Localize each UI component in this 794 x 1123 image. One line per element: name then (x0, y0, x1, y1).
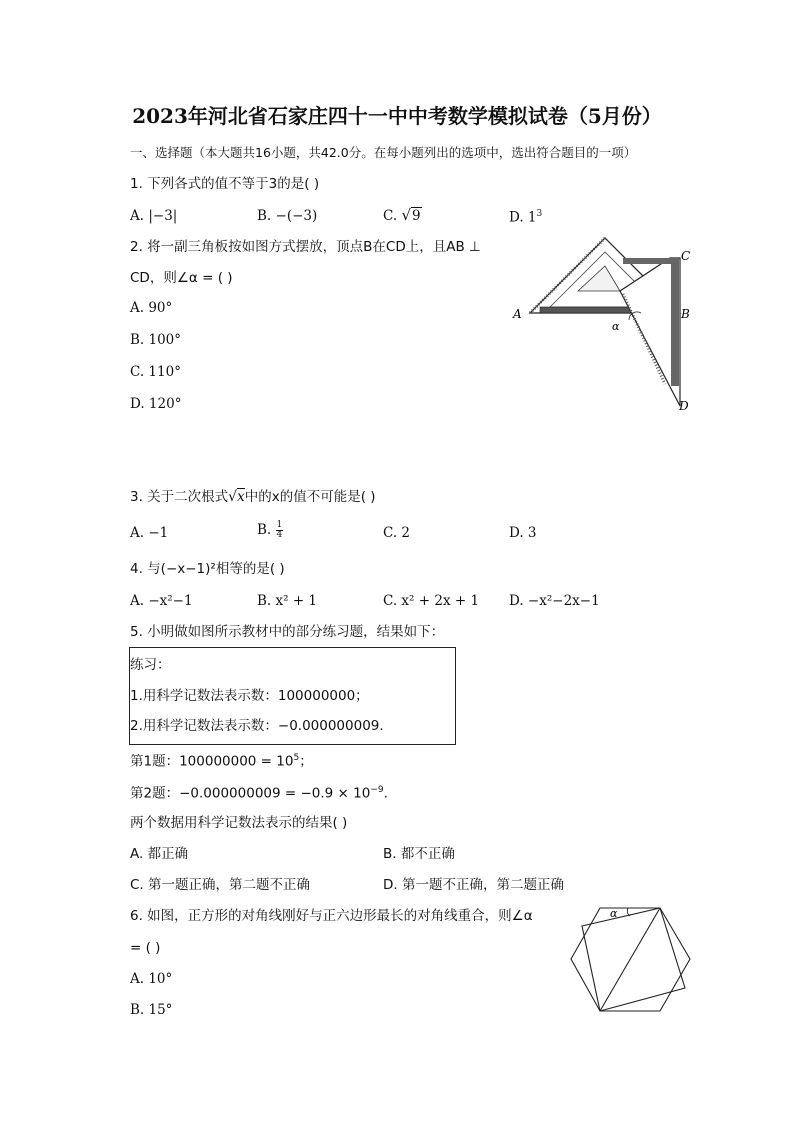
q3-stem: 3. 关于二次根式√x中的x的值不可能是( ) (130, 489, 376, 505)
q3-option-d: D. 3 (509, 525, 537, 541)
label-alpha: α (612, 320, 620, 333)
q2-stem-line1: 2. 将一副三角板按如图方式摆放，顶点B在CD上，且AB ⊥ (130, 239, 481, 255)
q2-stem-line2: CD，则∠α = ( ) (130, 270, 233, 286)
page-title: 2023年河北省石家庄四十一中中考数学模拟试卷（5月份） (132, 104, 662, 128)
q2-option-d: D. 120° (130, 396, 182, 412)
section-heading: 一、选择题（本大题共16小题，共42.0分。在每小题列出的选项中，选出符合题目的一项） (130, 145, 637, 160)
shared-diagonal (600, 908, 660, 1011)
q5-question: 两个数据用科学记数法表示的结果( ) (130, 815, 348, 831)
q3-option-c: C. 2 (383, 525, 411, 541)
ruler-edge-cd (671, 258, 679, 386)
q3-option-b: B. $\frac{1}{4}$ (257, 520, 283, 540)
label-d: D (679, 399, 689, 413)
q1-option-a: A. |−3| (130, 208, 178, 224)
q5-answer1: 第1题：$100000000 = 10^5$； (130, 753, 313, 770)
q4-option-a: A. −x²−1 (130, 593, 193, 609)
q5-option-c: C. 第一题正确，第二题不正确 (130, 877, 311, 893)
q1-option-c: C. √9 (383, 206, 421, 224)
q5-box-line2: 1.用科学记数法表示数：100000000； (130, 688, 369, 704)
q4-option-d: D. −x²−2x−1 (509, 593, 600, 609)
q1-option-b: B. −(−3) (257, 208, 318, 224)
q1-option-d: D. $1^3$ (509, 209, 543, 226)
q5-box-line1: 练习： (130, 657, 171, 673)
q1-stem: 1. 下列各式的值不等于3的是( ) (130, 176, 320, 192)
q5-box-line3: 2.用科学记数法表示数：−0.000000009. (130, 718, 384, 734)
hexagon-square-figure (568, 902, 693, 1017)
q2-option-b: B. 100° (130, 332, 182, 348)
q6-option-a: A. 10° (130, 971, 173, 987)
q3-option-a: A. −1 (130, 525, 169, 541)
set-squares-figure (505, 236, 700, 416)
q4-option-b: B. x² + 1 (257, 593, 318, 609)
q5-answer2: 第2题：$-0.000000009 = -0.9 \times 10^{-9}$. (130, 785, 388, 802)
q2-option-c: C. 110° (130, 364, 181, 380)
q6-stem-line1: 6. 如图，正方形的对角线刚好与正六边形最长的对角线重合，则∠α (130, 908, 533, 924)
label-b: B (681, 307, 690, 321)
q6-option-b: B. 15° (130, 1002, 173, 1018)
q4-option-c: C. x² + 2x + 1 (383, 593, 480, 609)
q2-option-a: A. 90° (130, 300, 173, 316)
q5-option-b: B. 都不正确 (383, 846, 455, 862)
q5-option-a: A. 都正确 (130, 846, 189, 862)
q5-stem: 5. 小明做如图所示教材中的部分练习题，结果如下： (130, 624, 445, 640)
q6-stem-line2: = ( ) (130, 940, 161, 956)
q5-option-d: D. 第一题不正确，第二题正确 (383, 877, 564, 893)
hex-alpha-label: α (610, 907, 618, 920)
label-c: C (681, 249, 691, 263)
label-a: A (513, 307, 522, 321)
q4-stem: 4. 与(−x−1)²相等的是( ) (130, 561, 285, 577)
